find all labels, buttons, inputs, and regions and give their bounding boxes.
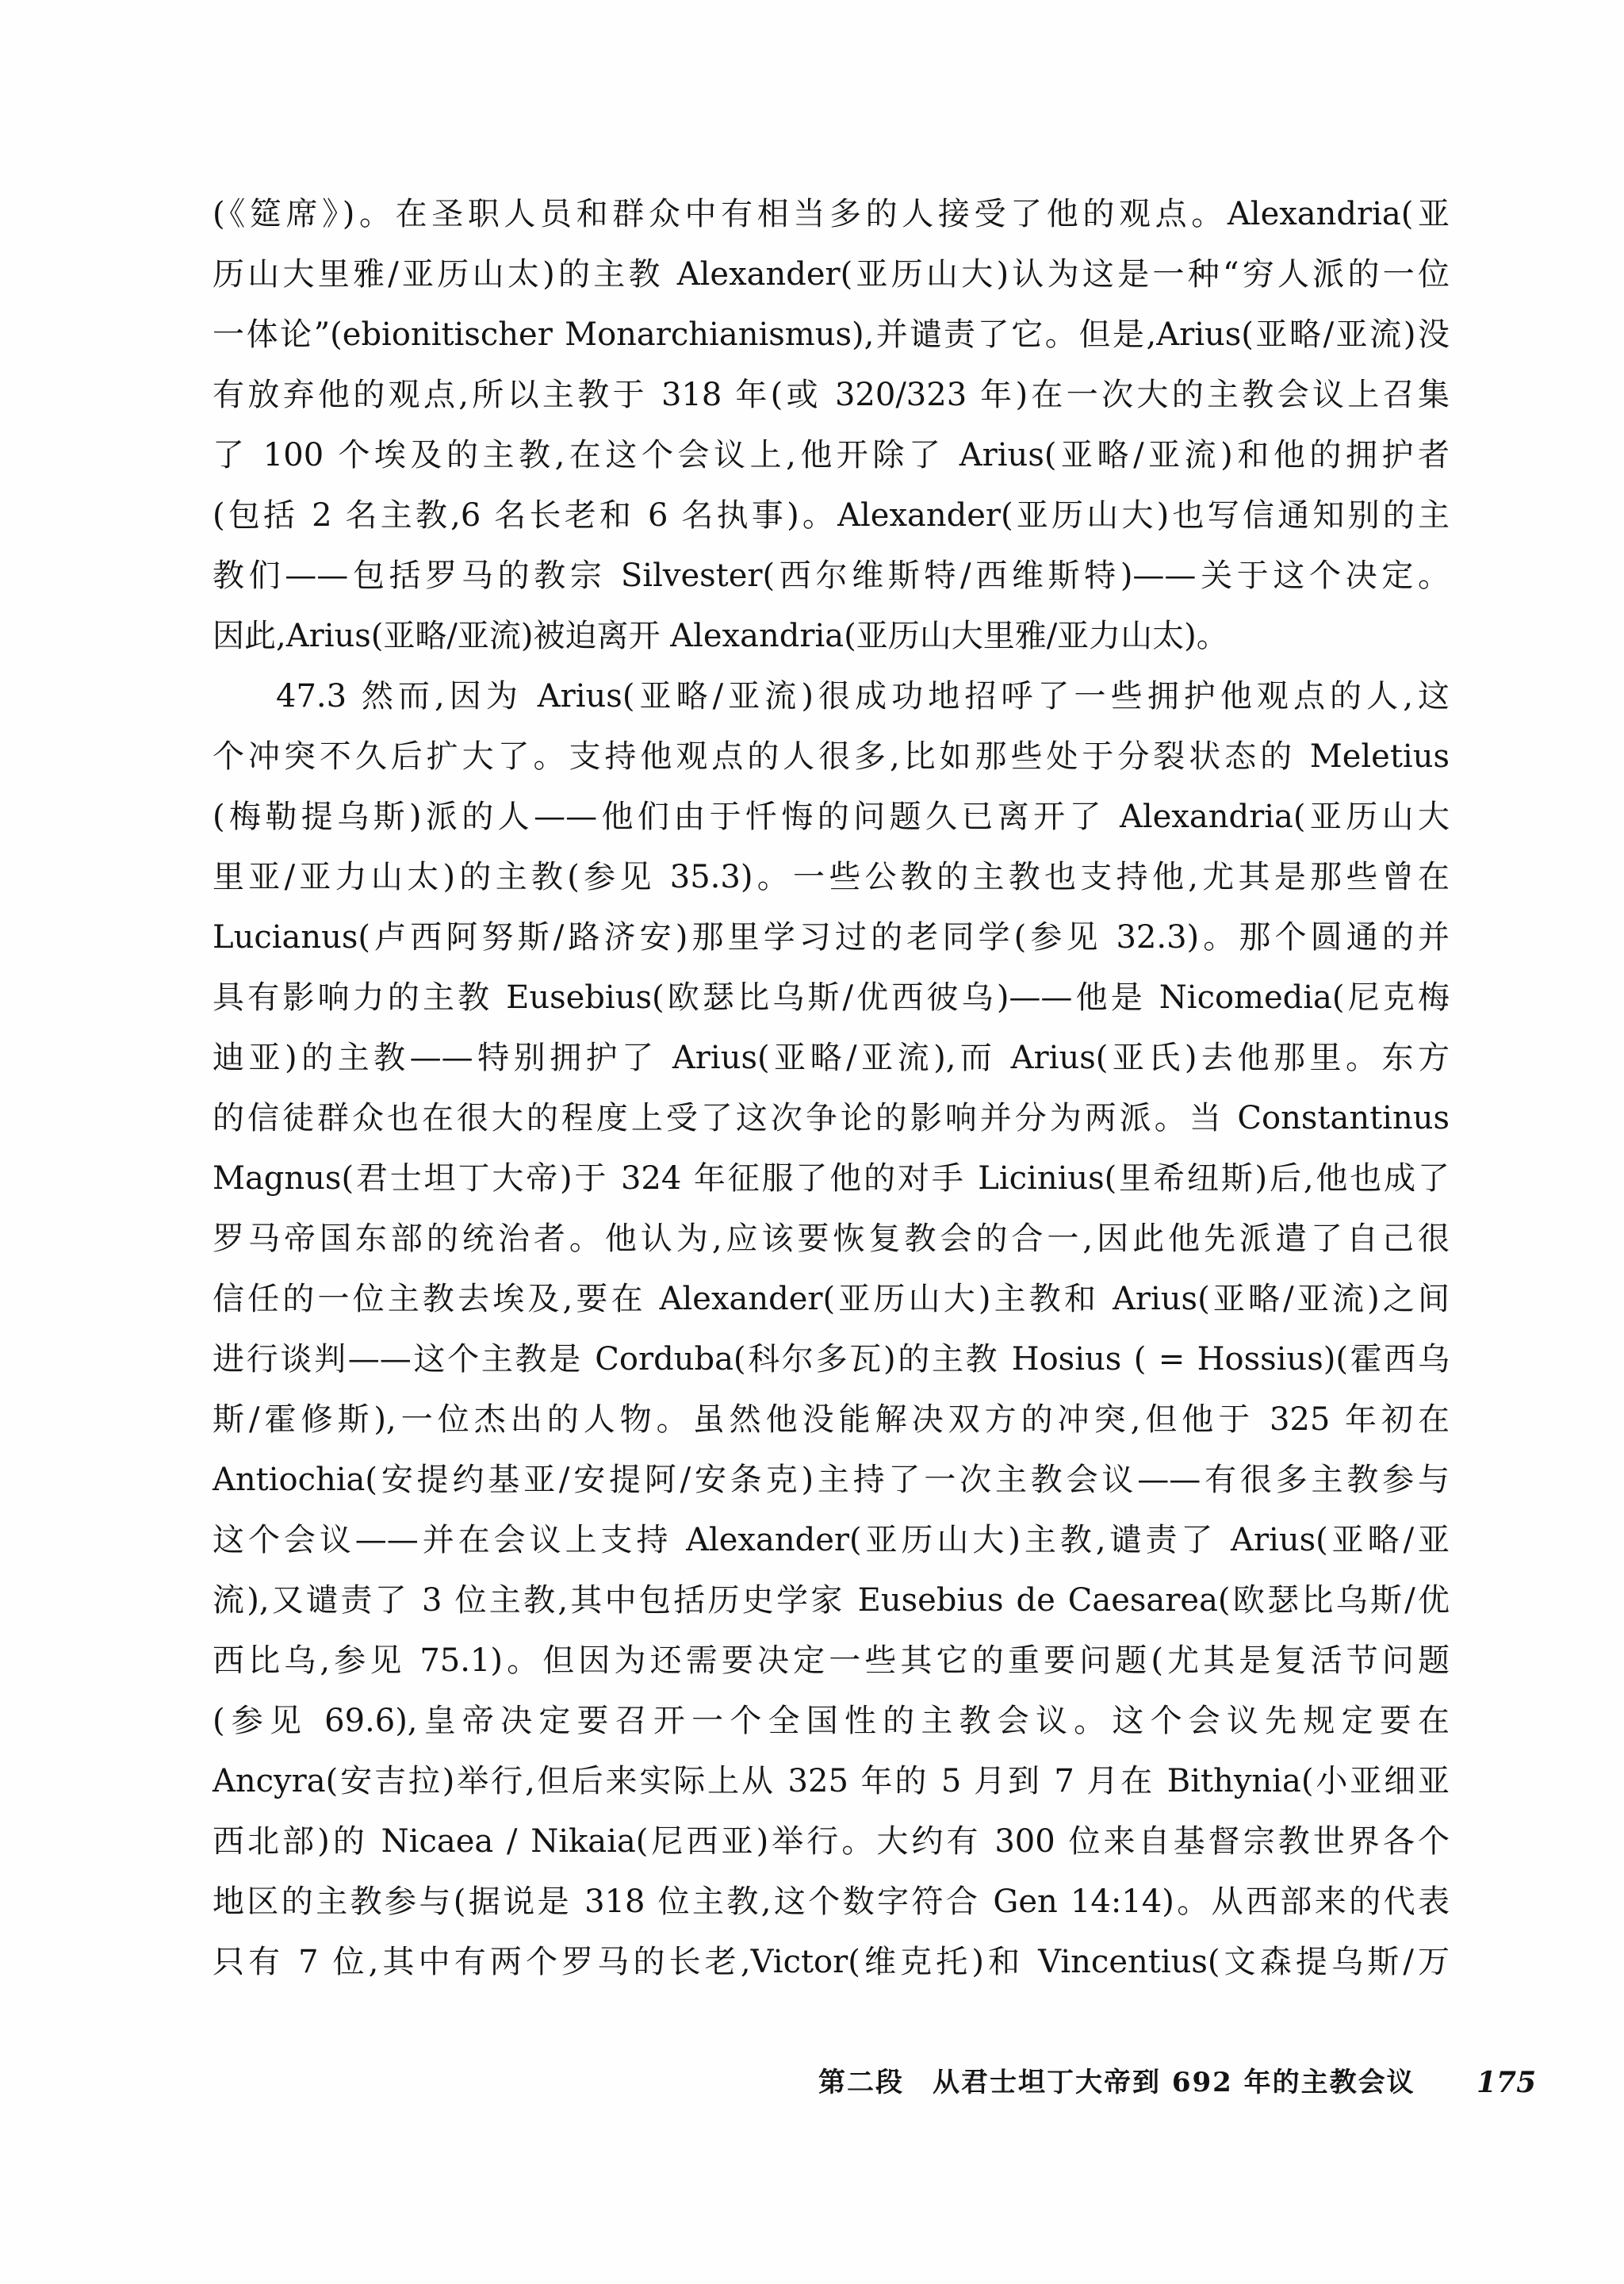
text-line: (包括 2 名主教,6 名长老和 6 名执事)。Alexander(亚历山大)也写信通知别的主 xyxy=(213,497,1450,534)
text-line: 因此,Arius(亚略/亚流)被迫离开 Alexandria(亚历山大里雅/亚力山太)。 xyxy=(213,618,1228,654)
text-line: 斯/霍修斯),一位杰出的人物。虽然他没能解决双方的冲突,但他于 325 年初在 xyxy=(213,1401,1450,1438)
text-line: 具有影响力的主教 Eusebius(欧瑟比乌斯/优西彼乌)——他是 Nicomedia(尼克梅 xyxy=(213,979,1450,1016)
text-line: 一体论”(ebionitischer Monarchianismus),并谴责了它。但是,Arius(亚略/亚流)没 xyxy=(213,316,1450,353)
text-line: 个冲突不久后扩大了。支持他观点的人很多,比如那些处于分裂状态的 Meletius xyxy=(213,738,1450,775)
text-line: 47.3 然而,因为 Arius(亚略/亚流)很成功地招呼了一些拥护他观点的人,这 xyxy=(276,678,1450,715)
paragraph-47-3 xyxy=(213,666,1450,1992)
running-head: 第二段 从君士坦丁大帝到 692 年的主教会议 xyxy=(818,2067,1415,2098)
text-line: 这个会议——并在会议上支持 Alexander(亚历山大)主教,谴责了 Arius(亚略/亚 xyxy=(213,1522,1450,1558)
text-line: 的信徒群众也在很大的程度上受了这次争论的影响并分为两派。当 Constantinus xyxy=(213,1100,1450,1136)
text-line: 历山大里雅/亚历山太)的主教 Alexander(亚历山大)认为这是一种“穷人派的一位 xyxy=(213,256,1450,293)
page-number: 175 xyxy=(1477,2066,1537,2099)
text-line: 地区的主教参与(据说是 318 位主教,这个数字符合 Gen 14:14)。从西部来的代表 xyxy=(213,1884,1450,1920)
text-line: 西比乌,参见 75.1)。但因为还需要决定一些其它的重要问题(尤其是复活节问题 xyxy=(213,1642,1450,1679)
text-line: Antiochia(安提约基亚/安提阿/安条克)主持了一次主教会议——有很多主教参与 xyxy=(213,1462,1450,1498)
text-line: 进行谈判——这个主教是 Corduba(科尔多瓦)的主教 Hosius ( = Hossius)(霍西乌 xyxy=(213,1341,1450,1378)
text-line: 教们——包括罗马的教宗 Silvester(西尔维斯特/西维斯特)——关于这个决定。 xyxy=(213,558,1450,594)
paragraph-continued xyxy=(213,184,1450,666)
body-text xyxy=(213,184,1450,1992)
text-line: Lucianus(卢西阿努斯/路济安)那里学习过的老同学(参见 32.3)。那个圆通的并 xyxy=(213,919,1450,956)
text-line: Magnus(君士坦丁大帝)于 324 年征服了他的对手 Licinius(里希纽斯)后,他也成了 xyxy=(213,1160,1450,1197)
text-line: 流),又谴责了 3 位主教,其中包括历史学家 Eusebius de Caesarea(欧瑟比乌斯/优 xyxy=(213,1582,1450,1619)
text-line: 有放弃他的观点,所以主教于 318 年(或 320/323 年)在一次大的主教会议上召集 xyxy=(213,377,1450,413)
text-line: 西北部)的 Nicaea / Nikaia(尼西亚)举行。大约有 300 位来自基督宗教世界各个 xyxy=(213,1823,1450,1860)
text-line: (参见 69.6),皇帝决定要召开一个全国性的主教会议。这个会议先规定要在 xyxy=(213,1703,1450,1739)
page-footer xyxy=(213,2059,1537,2106)
text-line: 迪亚)的主教——特别拥护了 Arius(亚略/亚流),而 Arius(亚氏)去他那里。东方 xyxy=(213,1040,1450,1076)
text-line: (《筵席》)。在圣职人员和群众中有相当多的人接受了他的观点。Alexandria(亚 xyxy=(213,196,1450,232)
text-line: 信任的一位主教去埃及,要在 Alexander(亚历山大)主教和 Arius(亚略/亚流)之间 xyxy=(213,1281,1450,1317)
text-line: 罗马帝国东部的统治者。他认为,应该要恢复教会的合一,因此他先派遣了自己很 xyxy=(213,1221,1450,1257)
text-line: 只有 7 位,其中有两个罗马的长老,Victor(维克托)和 Vincentius(文森提乌斯/万 xyxy=(213,1944,1450,1980)
text-line: (梅勒提乌斯)派的人——他们由于忏悔的问题久已离开了 Alexandria(亚历山大 xyxy=(213,799,1450,835)
text-line: 了 100 个埃及的主教,在这个会议上,他开除了 Arius(亚略/亚流)和他的拥护者 xyxy=(213,437,1450,473)
text-line: 里亚/亚力山太)的主教(参见 35.3)。一些公教的主教也支持他,尤其是那些曾在 xyxy=(213,859,1450,895)
text-line: Ancyra(安吉拉)举行,但后来实际上从 325 年的 5 月到 7 月在 Bithynia(小亚细亚 xyxy=(213,1763,1450,1799)
